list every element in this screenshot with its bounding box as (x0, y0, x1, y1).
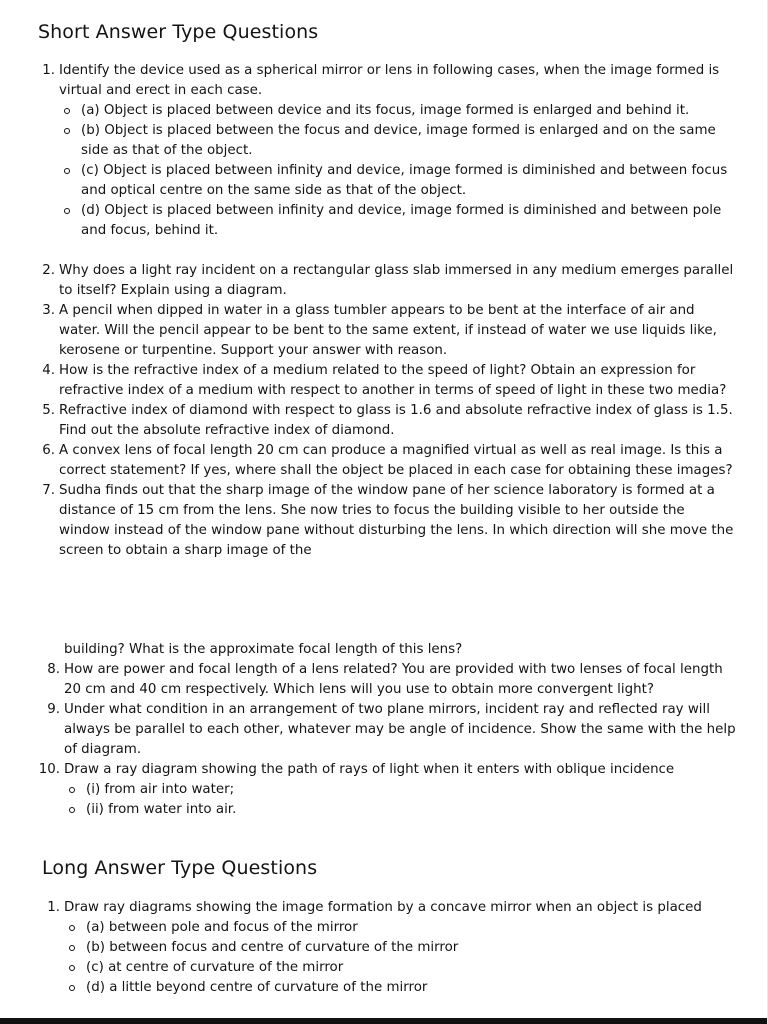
question-9 (42, 700, 739, 760)
question-7 (37, 481, 739, 561)
sub-question-text: (b) between focus and centre of curvature of the mirror (86, 940, 459, 955)
question-text: Draw ray diagrams showing the image formation by a concave mirror when an object is placed (64, 900, 702, 915)
sub-question-text: (c) at centre of curvature of the mirror (86, 960, 344, 975)
question-text: Draw a ray diagram showing the path of rays of light when it enters with oblique incidence (64, 762, 675, 777)
sub-question-text: (ii) from water into air. (86, 802, 237, 817)
sub-question-c (59, 161, 739, 201)
question-number: 1. (42, 63, 55, 78)
bullet-icon (69, 807, 75, 813)
bullet-icon (69, 925, 75, 931)
sub-question-c (64, 958, 739, 978)
bullet-icon (69, 985, 75, 991)
sub-question-list (64, 780, 739, 820)
question-number: 4. (42, 363, 55, 378)
sub-question-b (59, 121, 739, 161)
sub-question-text: (i) from air into water; (86, 782, 235, 797)
bullet-icon (69, 787, 75, 793)
short-answer-heading: Short Answer Type Questions (38, 21, 319, 43)
sub-question-text: (a) Object is placed between device and its focus, image formed is enlarged and behind it. (81, 103, 690, 118)
short-question-list (37, 61, 739, 561)
bullet-icon (64, 208, 70, 214)
question-number: 8. (47, 662, 60, 677)
bullet-icon (69, 945, 75, 951)
bullet-icon (69, 965, 75, 971)
question-6 (37, 441, 739, 481)
bullet-icon (64, 108, 70, 114)
question-number: 7. (42, 483, 55, 498)
question-text: Refractive index of diamond with respect to glass is 1.6 and absolute refractive index of glass is 1.5. Find out the absolute refractive index of diamond. (59, 403, 733, 438)
question-text: How are power and focal length of a lens related? You are provided with two lenses of focal length 20 cm and 40 cm respectively. Which lens will you use to obtain more convergent light? (64, 662, 723, 697)
sub-question-d (59, 201, 739, 241)
sub-question-list (59, 101, 739, 241)
question-text: Identify the device used as a spherical mirror or lens in following cases, when the image formed is virtual and erect in each case. (59, 63, 720, 98)
scan-bottom-edge (0, 1018, 768, 1024)
question-3 (37, 301, 739, 361)
question-7-continued (42, 640, 739, 660)
short-question-list-continued (38, 640, 739, 820)
long-question-list (42, 898, 739, 998)
question-number: 1. (47, 900, 60, 915)
question-8 (42, 660, 739, 700)
bullet-icon (64, 128, 70, 134)
question-text: building? What is the approximate focal length of this lens? (64, 642, 463, 657)
question-5 (37, 401, 739, 441)
question-1 (37, 61, 739, 241)
long-question-1 (42, 898, 739, 998)
sub-question-text: (b) Object is placed between the focus and device, image formed is enlarged and on the same side as that of the object. (81, 123, 716, 158)
question-10 (38, 760, 739, 820)
sub-question-text: (c) Object is placed between infinity and device, image formed is diminished and between focus and optical centre on the same side as that of the object. (81, 163, 728, 198)
sub-question-text: (a) between pole and focus of the mirror (86, 920, 358, 935)
question-number: 3. (42, 303, 55, 318)
bullet-icon (64, 168, 70, 174)
question-text: Sudha finds out that the sharp image of the window pane of her science laboratory is formed at a distance of 15 cm from the lens. She now tries to focus the building visible to her outside the window instead of the window pane without disturbing the lens. In which direction will she move the screen to obtain a sharp image of the (59, 483, 734, 558)
question-text: A convex lens of focal length 20 cm can produce a magnified virtual as well as real image. Is this a correct statement? If yes, where shall the object be placed in each case for obtaining these images? (59, 443, 733, 478)
question-number: 5. (42, 403, 55, 418)
spacer (37, 241, 739, 261)
sub-question-i (64, 780, 739, 800)
long-answer-heading: Long Answer Type Questions (42, 857, 318, 879)
sub-question-text: (d) Object is placed between infinity and device, image formed is diminished and between pole and focus, behind it. (81, 203, 722, 238)
sub-question-list (64, 918, 739, 998)
question-text: Why does a light ray incident on a rectangular glass slab immersed in any medium emerges parallel to itself? Explain using a diagram. (59, 263, 734, 298)
question-number: 6. (42, 443, 55, 458)
question-text: How is the refractive index of a medium related to the speed of light? Obtain an expression for refractive index of a medium with respect to another in terms of speed of light in these two media? (59, 363, 727, 398)
sub-question-a (64, 918, 739, 938)
sub-question-a (59, 101, 739, 121)
question-2 (37, 261, 739, 301)
question-number: 9. (47, 702, 60, 717)
sub-question-ii (64, 800, 739, 820)
question-4 (37, 361, 739, 401)
sub-question-b (64, 938, 739, 958)
question-number: 10. (38, 762, 60, 777)
question-number: 2. (42, 263, 55, 278)
sub-question-text: (d) a little beyond centre of curvature of the mirror (86, 980, 428, 995)
question-text: A pencil when dipped in water in a glass tumbler appears to be bent at the interface of air and water. Will the pencil appear to be bent to the same extent, if instead of water we use liquids like, kerosene or turpentine. Support your answer with reason. (59, 303, 717, 358)
question-text: Under what condition in an arrangement of two plane mirrors, incident ray and reflected ray will always be parallel to each other, whatever may be angle of incidence. Show the same with the help of diagram. (64, 702, 736, 757)
sub-question-d (64, 978, 739, 998)
